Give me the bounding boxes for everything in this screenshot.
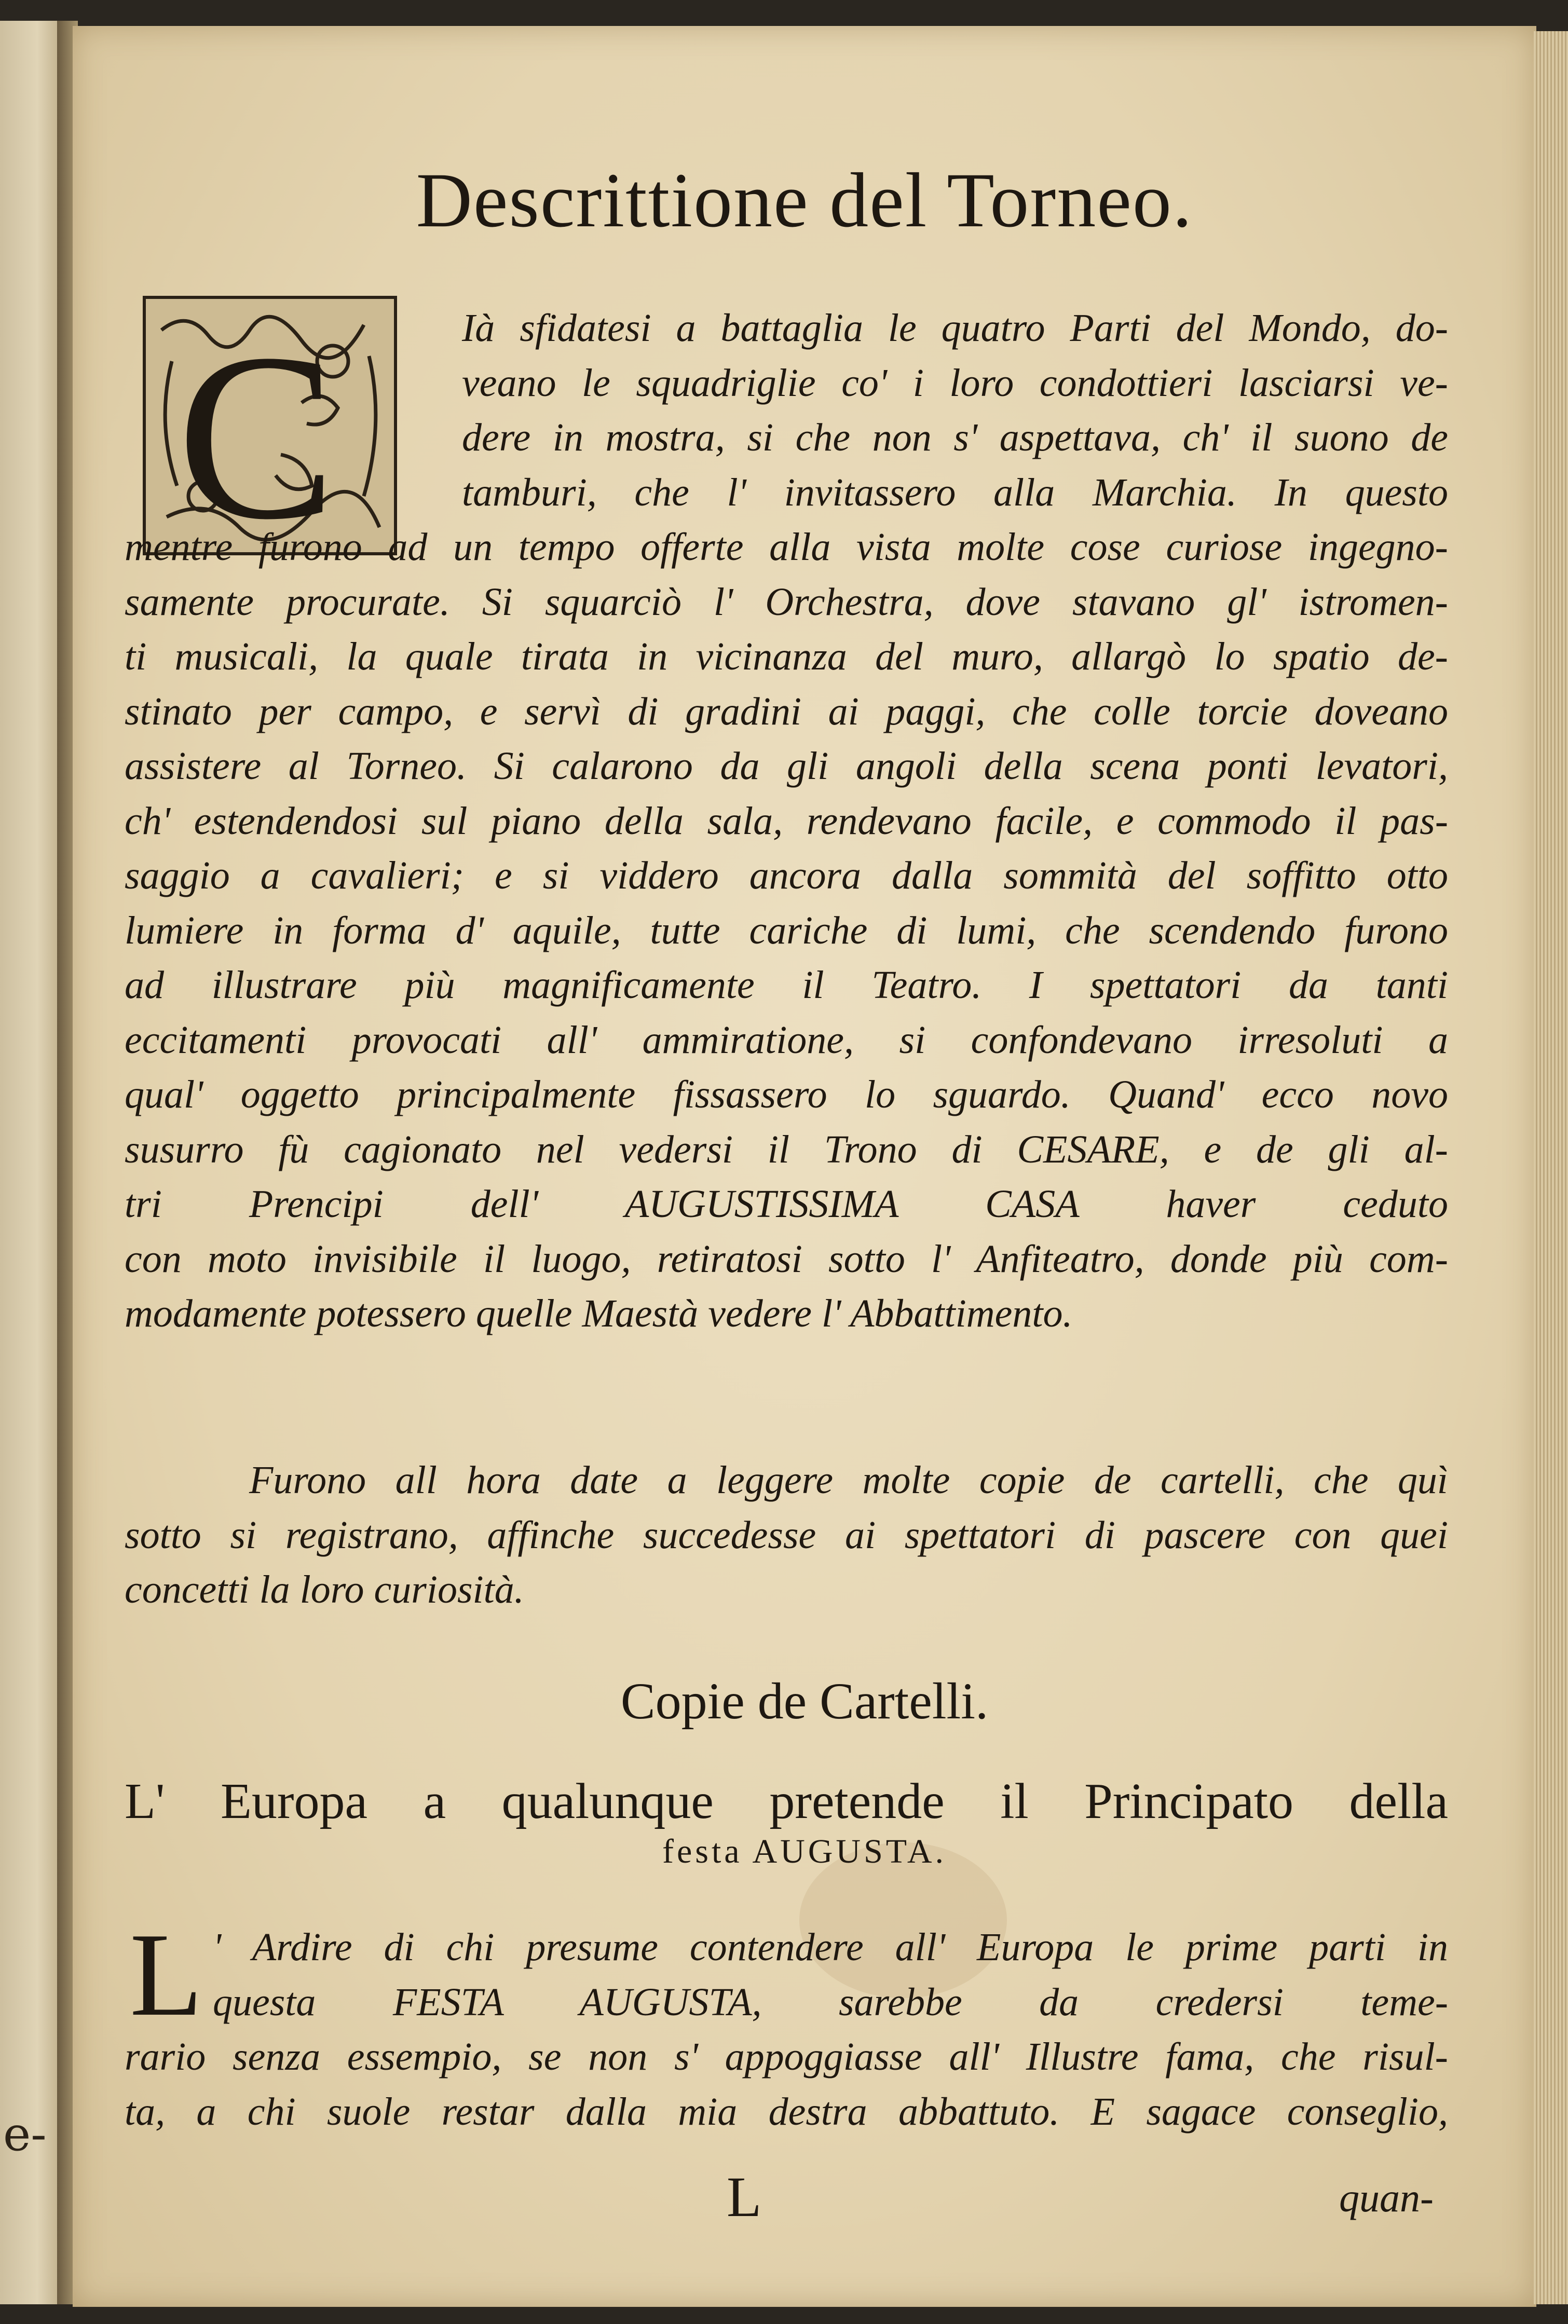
text-line: susurro fù cagionato nel vedersi il Trono di CESARE, e de gli al- xyxy=(125,1127,1448,1171)
text-line: saggio a cavalieri; e si viddero ancora dalla sommità del soffitto otto xyxy=(125,854,1448,897)
facing-page-edge xyxy=(0,21,62,2304)
text-line: rario senza essempio, se non s' appoggiasse all' Illustre fama, che risul- xyxy=(125,2035,1448,2079)
text-line: samente procurate. Si squarciò l' Orchestra, dove stavano gl' istromen- xyxy=(125,580,1448,624)
facing-page-fragment: e- xyxy=(3,2107,47,2162)
text-line: ad illustrare più magnificamente il Teatro. I spettatori da tanti xyxy=(125,963,1448,1007)
paragraph-1 xyxy=(125,301,1448,1342)
catchword: quan- xyxy=(1339,2175,1434,2220)
text-line: tamburi, che l' invitassero alla Marchia. In questo xyxy=(462,470,1448,514)
text-line: questa FESTA AUGUSTA, sarebbe da credersi teme- xyxy=(213,1980,1448,2024)
text-line: modamente potessero quelle Maestà vedere l' Abbattimento. xyxy=(125,1292,1073,1335)
text-line: ti musicali, la quale tirata in vicinanza del muro, allargò lo spatio de- xyxy=(125,635,1448,678)
text-line: Ià sfidatesi a battaglia le quatro Parti del Mondo, do- xyxy=(462,306,1448,350)
text-line: qual' oggetto principalmente fissassero lo sguardo. Quand' ecco novo xyxy=(125,1073,1448,1116)
text-line: stinato per campo, e servì di gradini ai paggi, che colle torcie doveano xyxy=(125,689,1448,733)
page-title: Descrittione del Torneo. xyxy=(416,157,1193,243)
text-line: veano le squadriglie co' i loro condottieri lasciarsi ve- xyxy=(462,361,1448,405)
cartello-subheading: festa AUGUSTA. xyxy=(662,1833,947,1870)
text-line: assistere al Torneo. Si calarono da gli angoli della scena ponti levatori, xyxy=(125,744,1448,788)
cartello-heading: L' Europa a qualunque pretende il Principato della xyxy=(125,1773,1448,1829)
text-line: tri Prencipi dell' AUGUSTISSIMA CASA haver ceduto xyxy=(125,1182,1448,1226)
dropcap-letter: C xyxy=(177,304,336,552)
text-line: sotto si registrano, affinche succedesse ai spettatori di pascere con quei xyxy=(125,1513,1448,1557)
paragraph-2 xyxy=(125,1453,1448,1618)
page-stack-edge xyxy=(1534,31,1568,2304)
book-page xyxy=(73,26,1536,2307)
text-line: ch' estendendosi sul piano della sala, rendevano facile, e commodo il pas- xyxy=(125,799,1448,843)
text-line: dere in mostra, si che non s' aspettava, ch' il suono de xyxy=(462,416,1448,459)
text-line: ' Ardire di chi presume contendere all' Europa le prime parti in xyxy=(213,1925,1448,1969)
cartello-text xyxy=(125,1920,1448,2139)
text-line: con moto invisibile il luogo, retiratosi sotto l' Anfiteatro, donde più com- xyxy=(125,1237,1448,1281)
signature-mark: L xyxy=(727,2165,762,2229)
text-line: eccitamenti provocati all' ammiratione, si confondevano irresoluti a xyxy=(125,1018,1448,1062)
text-line: ta, a chi suole restar dalla mia destra abbattuto. E sagace conseglio, xyxy=(125,2089,1448,2134)
text-line: Furono all hora date a leggere molte copie de cartelli, che quì xyxy=(249,1458,1448,1502)
section-heading: Copie de Cartelli. xyxy=(620,1672,989,1730)
text-line: concetti la loro curiosità. xyxy=(125,1568,524,1611)
text-line: mentre furono ad un tempo offerte alla vista molte cose curiose ingegno- xyxy=(125,525,1448,569)
cartello-initial: L xyxy=(130,1908,203,2041)
text-line: lumiere in forma d' aquile, tutte cariche di lumi, che scendendo furono xyxy=(125,908,1448,952)
